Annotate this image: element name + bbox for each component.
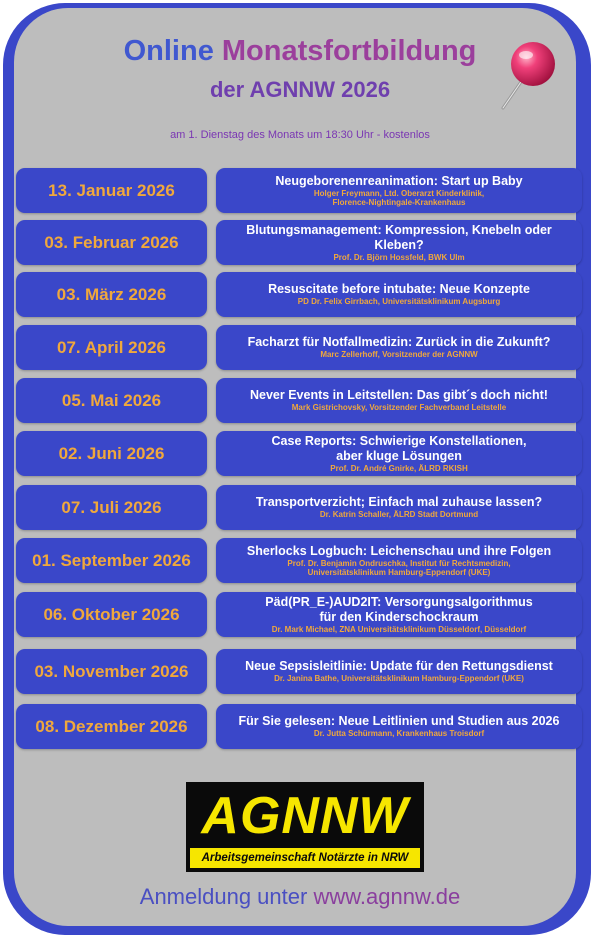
event-title: Für Sie gelesen: Neue Leitlinien und Studien aus 2026 <box>238 714 560 729</box>
event-card <box>216 168 582 213</box>
event-title: Case Reports: Schwierige Konstellationen, aber kluge Lösungen <box>271 433 527 463</box>
signup-link[interactable]: www.agnnw.de <box>313 884 461 909</box>
event-card <box>216 485 582 530</box>
event-speaker: Prof. Dr. Björn Hossfeld, BWK Ulm <box>333 252 465 262</box>
event-date: 03. März 2026 <box>16 272 207 317</box>
poster-subtitle-year: der AGNNW 2026 <box>209 77 391 102</box>
event-speaker: Holger Freymann, Ltd. Oberarzt Kinderklinik, Florence-Nightingale-Krankenhaus <box>313 188 485 207</box>
event-title: Blutungsmanagement: Kompression, Knebeln oder Kleben? <box>246 222 552 252</box>
schedule-note: am 1. Dienstag des Monats um 18:30 Uhr - kostenlos <box>170 129 430 141</box>
event-card <box>216 431 582 476</box>
event-date: 07. April 2026 <box>16 325 207 370</box>
event-title: Resuscitate before intubate: Neue Konzepte <box>268 282 530 297</box>
event-date: 03. Februar 2026 <box>16 220 207 265</box>
event-title: Facharzt für Notfallmedizin: Zurück in die Zukunft? <box>247 335 551 350</box>
event-date: 13. Januar 2026 <box>16 168 207 213</box>
signup-prefix: Anmeldung unter <box>139 884 308 909</box>
logo-wordmark: AGNNW <box>201 787 409 845</box>
event-speaker: PD Dr. Felix Girrbach, Universitätsklinikum Augsburg <box>297 297 501 307</box>
logo-tagline: Arbeitsgemeinschaft Notärzte in NRW <box>190 848 420 868</box>
event-date: 08. Dezember 2026 <box>16 704 207 749</box>
event-card <box>216 325 582 370</box>
event-speaker: Mark Gistrichovsky, Vorsitzender Fachverband Leitstelle <box>291 403 507 413</box>
event-speaker: Prof. Dr. André Gnirke, ÄLRD RKISH <box>330 463 468 473</box>
event-date: 02. Juni 2026 <box>16 431 207 476</box>
event-date: 03. November 2026 <box>16 649 207 694</box>
event-title: Neugeborenenreanimation: Start up Baby <box>275 173 523 188</box>
event-speaker: Prof. Dr. Benjamin Ondruschka, Institut für Rechtsmedizin, Universitätsklinikum Hamburg-Eppendorf (UKE) <box>287 558 511 577</box>
title-online: Online <box>123 35 214 67</box>
title-monatsfortbildung: Monatsfortbildung <box>221 35 477 67</box>
event-card <box>216 592 582 637</box>
event-card <box>216 220 582 265</box>
event-title: Never Events in Leitstellen: Das gibt´s doch nicht! <box>250 388 548 403</box>
event-card <box>216 704 582 749</box>
agnnw-logo <box>186 782 424 872</box>
event-title: Päd(PR_E-)AUD2IT: Versorgungsalgorithmus für den Kinderschockraum <box>265 594 533 624</box>
event-speaker: Dr. Mark Michael, ZNA Universitätsklinikum Düsseldorf, Düsseldorf <box>271 624 527 634</box>
pushpin-icon <box>495 40 559 112</box>
event-speaker: Marc Zellerhoff, Vorsitzender der AGNNW <box>320 350 478 360</box>
event-card <box>216 272 582 317</box>
event-card <box>216 649 582 694</box>
event-title: Neue Sepsisleitlinie: Update für den Rettungsdienst <box>245 659 553 674</box>
signup-line <box>0 884 600 910</box>
event-speaker: Dr. Jutta Schürmann, Krankenhaus Troisdorf <box>313 729 485 739</box>
event-date: 06. Oktober 2026 <box>16 592 207 637</box>
event-speaker: Dr. Katrin Schaller, ÄLRD Stadt Dortmund <box>319 510 479 520</box>
event-speaker: Dr. Janina Bathe, Universitätsklinikum Hamburg-Eppendorf (UKE) <box>274 674 524 684</box>
event-title: Transportverzicht; Einfach mal zuhause lassen? <box>255 495 543 510</box>
event-title: Sherlocks Logbuch: Leichenschau und ihre Folgen <box>246 543 552 558</box>
event-card <box>216 538 582 583</box>
event-date: 05. Mai 2026 <box>16 378 207 423</box>
event-date: 01. September 2026 <box>16 538 207 583</box>
event-card <box>216 378 582 423</box>
event-date: 07. Juli 2026 <box>16 485 207 530</box>
